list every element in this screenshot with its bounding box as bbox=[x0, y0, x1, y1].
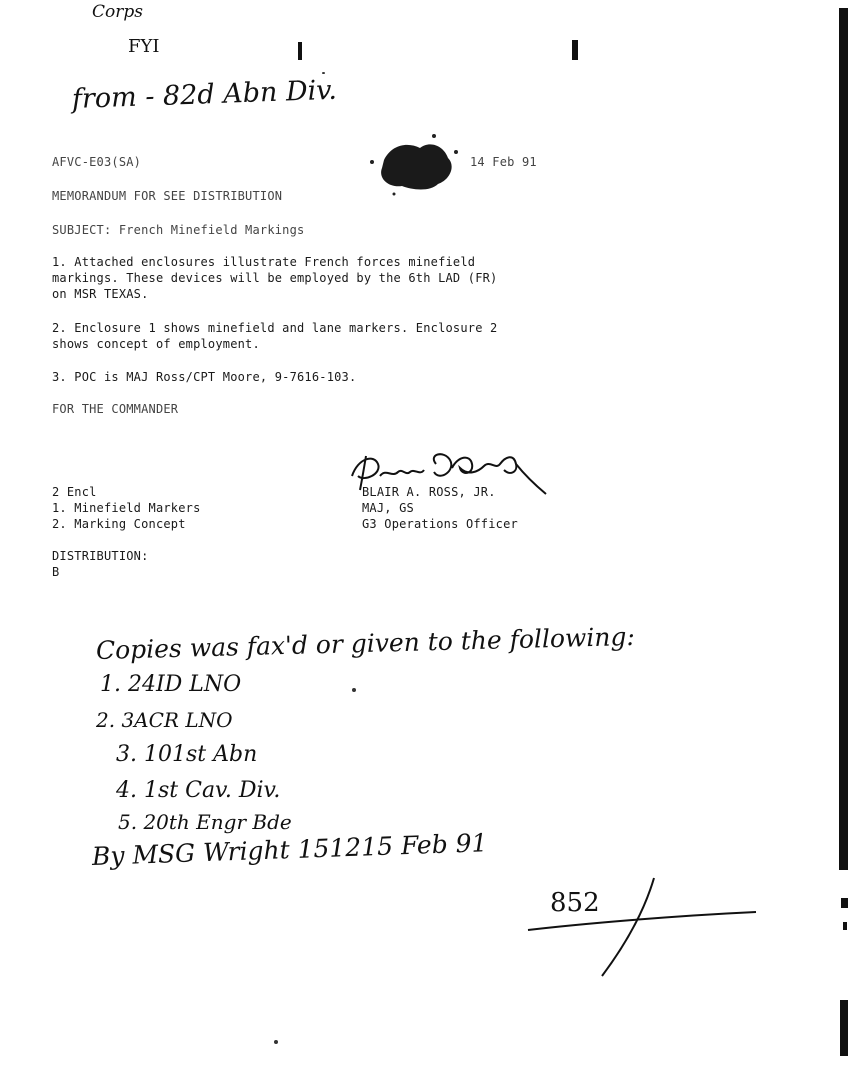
memo-for-line: MEMORANDUM FOR SEE DISTRIBUTION bbox=[52, 189, 283, 203]
scan-punch-mark bbox=[572, 40, 578, 60]
enclosure-item-2: 2. Marking Concept bbox=[52, 517, 186, 531]
memo-paragraph-2: 2. Enclosure 1 shows minefield and lane markers. Enclosure 2 shows concept of employment. bbox=[52, 321, 498, 351]
copies-item-4: 4. 1st Cav. Div. bbox=[116, 778, 281, 803]
speck bbox=[322, 72, 325, 74]
copies-item-1: 1. 24ID LNO bbox=[100, 672, 242, 697]
enclosure-count: 2 Encl bbox=[52, 485, 97, 499]
for-the-commander: FOR THE COMMANDER bbox=[52, 402, 179, 416]
handwritten-from-note: from - 82d Abn Div. bbox=[71, 74, 338, 115]
signer-rank: MAJ, GS bbox=[362, 501, 414, 515]
speck bbox=[352, 688, 356, 692]
handwritten-corps-note: Corps bbox=[92, 2, 143, 22]
copies-item-3: 3. 101st Abn bbox=[116, 742, 258, 767]
by-line: By MSG Wright 151215 Feb 91 bbox=[91, 828, 488, 871]
scan-edge-bar-lower bbox=[840, 1000, 848, 1056]
distribution-value: B bbox=[52, 565, 60, 579]
scan-punch-mark bbox=[298, 42, 302, 60]
copies-item-5: 5. 20th Engr Bde bbox=[118, 810, 292, 834]
distribution-label: DISTRIBUTION: bbox=[52, 549, 149, 563]
office-symbol: AFVC-E03(SA) bbox=[52, 155, 142, 169]
signer-name: BLAIR A. ROSS, JR. bbox=[362, 485, 496, 499]
enclosure-item-1: 1. Minefield Markers bbox=[52, 501, 201, 515]
copies-header: Copies was fax'd or given to the following: bbox=[95, 621, 636, 665]
scan-edge-bar bbox=[839, 8, 848, 870]
memo-paragraph-1: 1. Attached enclosures illustrate French forces minefield markings. These devices will be employed by the 6th LAD (FR) on MSR TEXAS. bbox=[52, 255, 498, 301]
scan-edge-mark bbox=[843, 922, 847, 930]
memo-paragraph-3: 3. POC is MAJ Ross/CPT Moore, 9-7616-103. bbox=[52, 370, 357, 384]
speck bbox=[274, 1040, 278, 1044]
handwritten-fyi: FYI bbox=[128, 36, 160, 57]
scan-edge-mark bbox=[841, 898, 848, 908]
ink-stamp-blot bbox=[364, 132, 464, 200]
memo-date: 14 Feb 91 bbox=[470, 155, 537, 169]
memo-subject: SUBJECT: French Minefield Markings bbox=[52, 223, 305, 237]
copies-item-2: 2. 3ACR LNO bbox=[96, 708, 233, 732]
signer-title: G3 Operations Officer bbox=[362, 517, 518, 531]
page-number-slash bbox=[520, 872, 760, 982]
page-number: 852 bbox=[550, 888, 600, 918]
